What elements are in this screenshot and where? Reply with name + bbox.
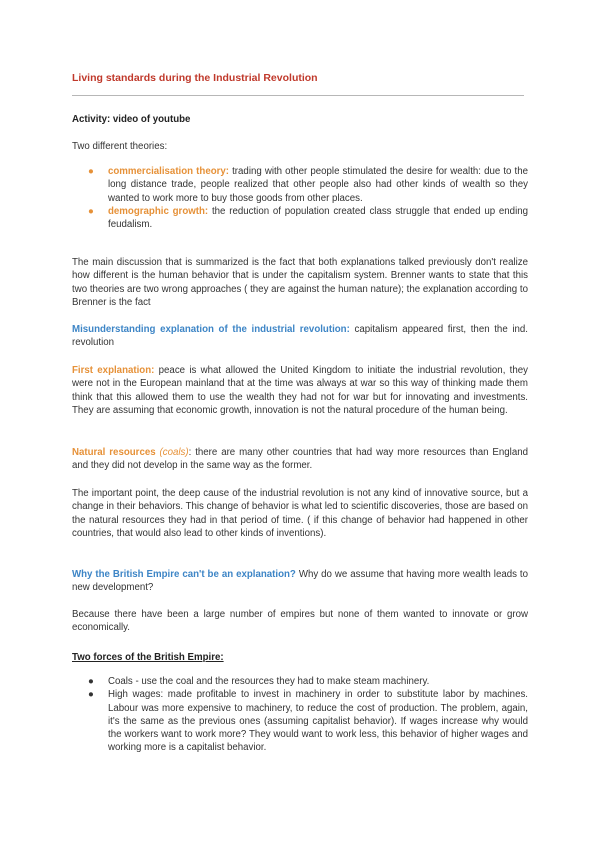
theory-text: trading with other people stimulated the desire for wealth: due to the long distance trade, people realized that other people also had other kinds of wealth so they wanted to work more to buy those goods from other places. [108,166,529,204]
british-empire-text: Why do we assume that having more wealth leads to new development? [72,569,528,594]
natural-resources-term: Natural resources [72,447,156,458]
british-empire-paragraph [72,568,528,595]
activity-heading: Activity: video of youtube [72,114,191,125]
natural-resources-paragraph [72,446,528,473]
document-title: Living standards during the Industrial Revolution [72,72,318,84]
two-forces-heading: Two forces of the British Empire: [72,652,224,663]
natural-resources-text: : there are many other countries that had way more resources than England and they did not develop in the same way as the former. [72,447,528,472]
bullet-icon: ● [88,676,94,687]
force-text: Coals - use the coal and the resources they had to make steam machinery. [108,676,430,687]
title-divider [72,95,524,96]
bullet-icon: ● [88,205,94,217]
theory-item [72,205,528,232]
force-text: High wages: made profitable to invest in machinery in order to substitute labor by machines. Labour was more expensive to machinery, to reduce the cost of production. The problem, again, it's the same as the previous ones (assuming capitalist behavior). If wages increase why would the workers want to work more? They would want to work less, this behavior of higher wages and working more is a capitalist behavior. [108,689,528,754]
first-explanation-term: First explanation: [72,365,155,376]
forces-list [72,675,528,755]
first-explanation-paragraph [72,364,528,417]
bullet-icon: ● [88,689,94,701]
misunderstanding-term: Misunderstanding explanation of the industrial revolution: [72,324,350,335]
theory-term: commercialisation theory: [108,166,230,177]
force-item [72,688,528,754]
force-item [72,675,528,688]
first-explanation-text: peace is what allowed the United Kingdom to initiate the industrial revolution, they were not in the European mainland that at the time was always at war so this way of thinking made them think that this allowed them to use the wealth they had not for war but for innovating and investments. They are assuming that economic growth, innovation is not the natural procedure of the human being. [72,365,528,416]
theory-text: the reduction of population created class struggle that ended up ending feudalism. [108,205,529,231]
two-theories-intro: Two different theories: [72,141,168,152]
bullet-icon: ● [88,166,94,177]
british-empire-term: Why the British Empire can't be an explanation? [72,569,296,580]
misunderstanding-text: capitalism appeared first, then the ind. revolution [72,324,528,349]
important-point-paragraph: The important point, the deep cause of the industrial revolution is not any kind of innovative source, but a change in their behaviors. This change of behavior is what led to scientific discoveries, those are based on the natural resources they had in that period of time. ( if this change of behavior had happened in other countries, that would also lead to other kinds of inventions). [72,488,528,539]
theory-item [72,165,528,205]
because-paragraph: Because there have been a large number of empires but none of them wanted to innovate or grow economically. [72,609,528,634]
theories-list [72,165,528,231]
theory-term: demographic growth: [108,205,209,217]
main-discussion-paragraph: The main discussion that is summarized is the fact that both explanations talked previously don't realize how different is the human behavior that is under the capitalism system. Brenner wants to state that this two theories are two wrong approaches ( they are against the human nature); the explanation according to Brenner is the fact [72,257,528,308]
natural-resources-italic: (coals) [155,447,189,458]
misunderstanding-paragraph [72,323,528,350]
